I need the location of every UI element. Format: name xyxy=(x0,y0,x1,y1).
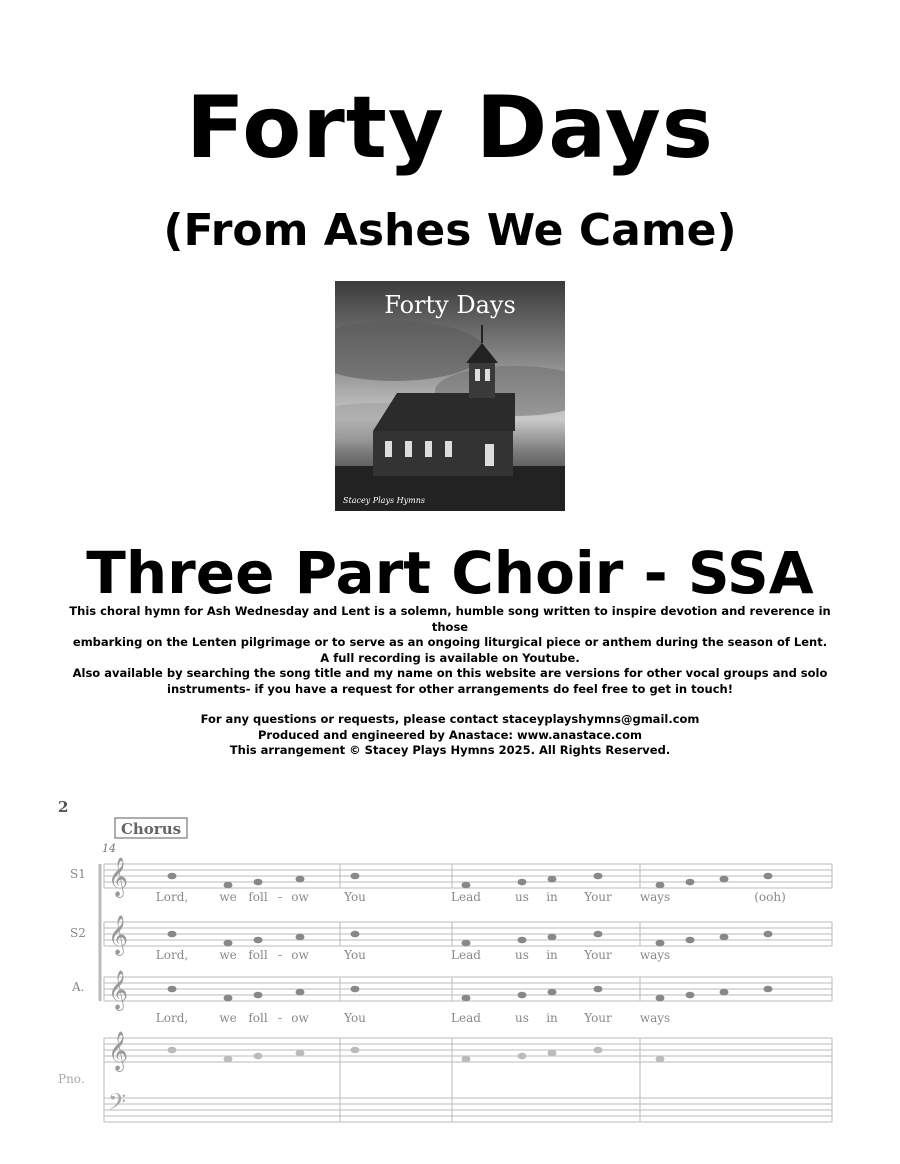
note-head xyxy=(296,934,305,941)
note-head xyxy=(296,989,305,996)
cover-title: Forty Days xyxy=(384,291,516,319)
lyric-syllable: Lord, xyxy=(155,1011,189,1025)
lyric-syllable: Your xyxy=(584,948,612,962)
note-head xyxy=(254,879,263,886)
note-head xyxy=(686,937,695,944)
lyric-syllable: us xyxy=(515,1011,529,1025)
note-head xyxy=(548,1050,557,1057)
note-head xyxy=(686,992,695,999)
description-line: This choral hymn for Ash Wednesday and Lent is a solemn, humble song written to inspire devotion and reverence in those xyxy=(69,604,831,634)
description-line: embarking on the Lenten pilgrimage or to serve as an ongoing liturgical piece or anthem during the season of Lent. xyxy=(72,635,828,649)
contact-line: For any questions or requests, please contact staceyplayshymns@gmail.com xyxy=(200,712,700,726)
note-head xyxy=(548,876,557,883)
note-head xyxy=(720,934,729,941)
note-head xyxy=(224,882,233,889)
lyric-syllable: Lead xyxy=(451,890,481,904)
lyric-syllable: in xyxy=(546,948,558,962)
lyric-syllable: we xyxy=(219,890,237,904)
note-head xyxy=(462,940,471,947)
note-head xyxy=(224,940,233,947)
lyric-syllable: You xyxy=(344,890,366,904)
cover-signature: Stacey Plays Hymns xyxy=(343,496,425,505)
treble-clef-icon: 𝄞 xyxy=(108,857,129,897)
note-head xyxy=(254,1053,263,1060)
note-head xyxy=(656,1056,665,1063)
note-head xyxy=(764,931,773,938)
lyric-syllable: - xyxy=(277,1011,283,1025)
description-line: instruments- if you have a request for other arrangements do feel free to get in touch! xyxy=(167,681,733,696)
treble-clef-icon: 𝄞 xyxy=(108,970,129,1010)
note-head xyxy=(224,995,233,1002)
bass-clef-icon: 𝄢 xyxy=(108,1088,127,1121)
note-head xyxy=(594,931,603,938)
lyric-syllable: in xyxy=(546,1011,558,1025)
page-title: Forty Days xyxy=(186,78,714,178)
lyric-syllable: foll xyxy=(248,948,268,962)
lyrics-alto xyxy=(156,1011,670,1025)
note-head xyxy=(656,995,665,1002)
note-head xyxy=(518,1053,527,1060)
section-label: Chorus xyxy=(120,820,182,838)
note-head xyxy=(594,873,603,880)
lyric-syllable: (ooh) xyxy=(754,890,786,904)
lyric-syllable: ow xyxy=(291,890,309,904)
note-head xyxy=(656,882,665,889)
lyric-syllable: You xyxy=(344,1011,366,1025)
description-line: Also available by searching the song title and my name on this website are versions for other vocal groups and solo xyxy=(72,666,828,680)
note-head xyxy=(296,1050,305,1057)
note-head xyxy=(518,937,527,944)
lyric-syllable: Your xyxy=(584,1011,612,1025)
page-number: 2 xyxy=(58,798,69,816)
lyric-syllable: - xyxy=(277,890,283,904)
note-head xyxy=(224,1056,233,1063)
note-head xyxy=(351,873,360,880)
lyric-syllable: Lead xyxy=(451,948,481,962)
credit-line: Produced and engineered by Anastace: www.anastace.com xyxy=(257,727,642,742)
note-head xyxy=(462,995,471,1002)
note-head xyxy=(254,992,263,999)
voicing-heading: Three Part Choir - SSA xyxy=(86,539,814,607)
note-head xyxy=(296,876,305,883)
lyric-syllable: we xyxy=(219,948,237,962)
lyric-syllable: us xyxy=(515,890,529,904)
note-head xyxy=(168,986,177,993)
lyric-syllable: ow xyxy=(291,948,309,962)
note-head xyxy=(764,986,773,993)
note-head xyxy=(168,931,177,938)
treble-clef-icon: 𝄞 xyxy=(108,915,129,955)
note-head xyxy=(351,986,360,993)
note-head xyxy=(168,1047,177,1054)
lyric-syllable: in xyxy=(546,890,558,904)
album-cover xyxy=(335,281,565,511)
note-head xyxy=(518,879,527,886)
page-subtitle: (From Ashes We Came) xyxy=(163,205,737,256)
lyric-syllable: us xyxy=(515,948,529,962)
note-head xyxy=(594,986,603,993)
staff-label-s2: S2 xyxy=(70,926,86,940)
lyric-syllable: Your xyxy=(584,890,612,904)
note-head xyxy=(351,1047,360,1054)
measure-number: 14 xyxy=(102,842,116,855)
lyric-syllable: Lord, xyxy=(155,890,189,904)
lyric-syllable: Lord, xyxy=(155,948,189,962)
lyric-syllable: ow xyxy=(291,1011,309,1025)
note-head xyxy=(720,876,729,883)
score-preview xyxy=(0,780,900,1164)
treble-clef-icon: 𝄞 xyxy=(108,1031,129,1071)
lyrics-s1 xyxy=(156,890,786,904)
lyric-syllable: foll xyxy=(248,1011,268,1025)
note-head xyxy=(548,934,557,941)
note-head xyxy=(254,937,263,944)
staff-label-s1: S1 xyxy=(70,867,86,881)
note-head xyxy=(686,879,695,886)
note-head xyxy=(548,989,557,996)
copyright-line: This arrangement © Stacey Plays Hymns 2025. All Rights Reserved. xyxy=(229,743,671,757)
note-head xyxy=(656,940,665,947)
note-head xyxy=(462,882,471,889)
lyric-syllable: ways xyxy=(639,948,671,962)
lyric-syllable: we xyxy=(219,1011,237,1025)
note-head xyxy=(720,989,729,996)
lyric-syllable: ways xyxy=(639,890,671,904)
note-head xyxy=(764,873,773,880)
lyrics-s2 xyxy=(156,948,670,962)
note-head xyxy=(351,931,360,938)
lyric-syllable: You xyxy=(344,948,366,962)
note-head xyxy=(594,1047,603,1054)
staff-label-alto: A. xyxy=(72,980,85,994)
description-block xyxy=(60,604,840,759)
note-head xyxy=(462,1056,471,1063)
note-head xyxy=(168,873,177,880)
staff-label-piano: Pno. xyxy=(58,1072,85,1086)
lyric-syllable: Lead xyxy=(451,1011,481,1025)
lyric-syllable: foll xyxy=(248,890,268,904)
description-line: A full recording is available on Youtube. xyxy=(320,650,580,665)
lyric-syllable: ways xyxy=(639,1011,671,1025)
lyric-syllable: - xyxy=(277,948,283,962)
note-head xyxy=(518,992,527,999)
